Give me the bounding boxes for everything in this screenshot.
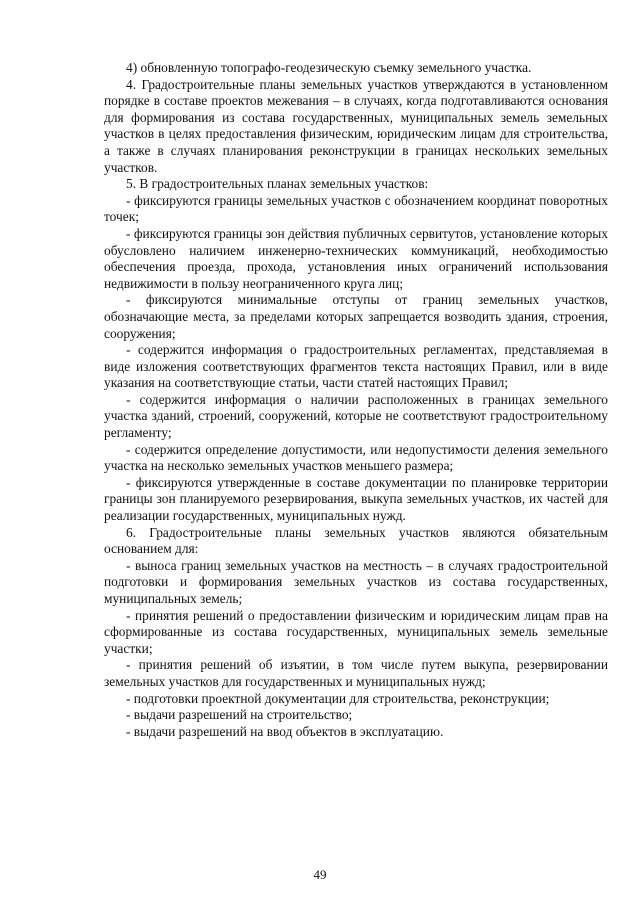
list-item-servitudes: - фиксируются границы зон действия публичных сервитутов, установление которых обусловлено наличием инженерно-технических коммуникаций, необходимостью обеспечения проезда, прохода, установления иных ограничений использования недвижимости в пользу неограниченного круга лиц;	[104, 225, 608, 291]
list-item-boundaries: - фиксируются границы земельных участков с обозначением координат поворотных точек;	[104, 192, 608, 225]
list-item-regulations: - содержится информация о градостроительных регламентах, представляемая в виде изложения соответствующих фрагментов текста настоящих Правил, или в виде указания на соответствующие статьи, части статей настоящих Правил;	[104, 342, 608, 391]
list-item-nonconforming-buildings: - содержится информация о наличии расположенных в границах земельного участка зданий, строений, сооружений, которые не соответствуют градостроительному регламенту;	[104, 391, 608, 441]
paragraph-topographic-survey: 4) обновленную топографо-геодезическую съемку земельного участка.	[126, 60, 532, 75]
list-item-boundary-staking: - выноса границ земельных участков на местность – в случаях градостроительной подготовки и формирования земельных участков из состава государственных, муниципальных земель;	[104, 557, 608, 606]
list-item-granting-rights: - принятия решений о предоставлении физическим и юридическим лицам прав на сформированные из состава государственных, муниципальных земель земельные участки;	[104, 607, 608, 656]
list-item-reservation-zones: - фиксируются утвержденные в составе документации по планировке территории границы зон планируемого резервирования, выкупа земельных участков, их частей для реализации государственных, муниципальных нужд.	[104, 474, 608, 524]
list-item-construction-permits: - выдачи разрешений на строительство;	[126, 707, 353, 723]
list-item-project-documentation: - подготовки проектной документации для строительства, реконструкции;	[126, 690, 550, 706]
paragraph-item-5: 5. В градостроительных планах земельных участков:	[126, 176, 429, 192]
list-item-seizure-decisions: - принятия решений об изъятии, в том числе путем выкупа, резервировании земельных участков для государственных и муниципальных нужд;	[104, 657, 608, 689]
list-item-division-admissibility: - содержится определение допустимости, или недопустимости деления земельного участка на несколько земельных участков меньшего размера;	[104, 441, 608, 474]
paragraph-item-4: 4. Градостроительные планы земельных участков утверждаются в установленном порядке в составе проектов межевания – в случаях, когда подготавливаются основания для формирования из состава государственных, муниципальных земель земельных участков в целях предоставления физическим, юридическим лицам для строительства, а также в случаях планирования реконструкции в границах нескольких земельных участков.	[104, 76, 608, 175]
page-number: 49	[313, 867, 327, 882]
list-item-setbacks: - фиксируются минимальные отступы от границ земельных участков, обозначающие места, за пределами которых запрещается возводить здания, строения, сооружения;	[104, 292, 608, 341]
paragraph-item-6: 6. Градостроительные планы земельных участков являются обязательным основанием для:	[104, 524, 608, 557]
document-body	[104, 60, 608, 740]
list-item-commissioning-permits: - выдачи разрешений на ввод объектов в эксплуатацию.	[126, 723, 444, 739]
